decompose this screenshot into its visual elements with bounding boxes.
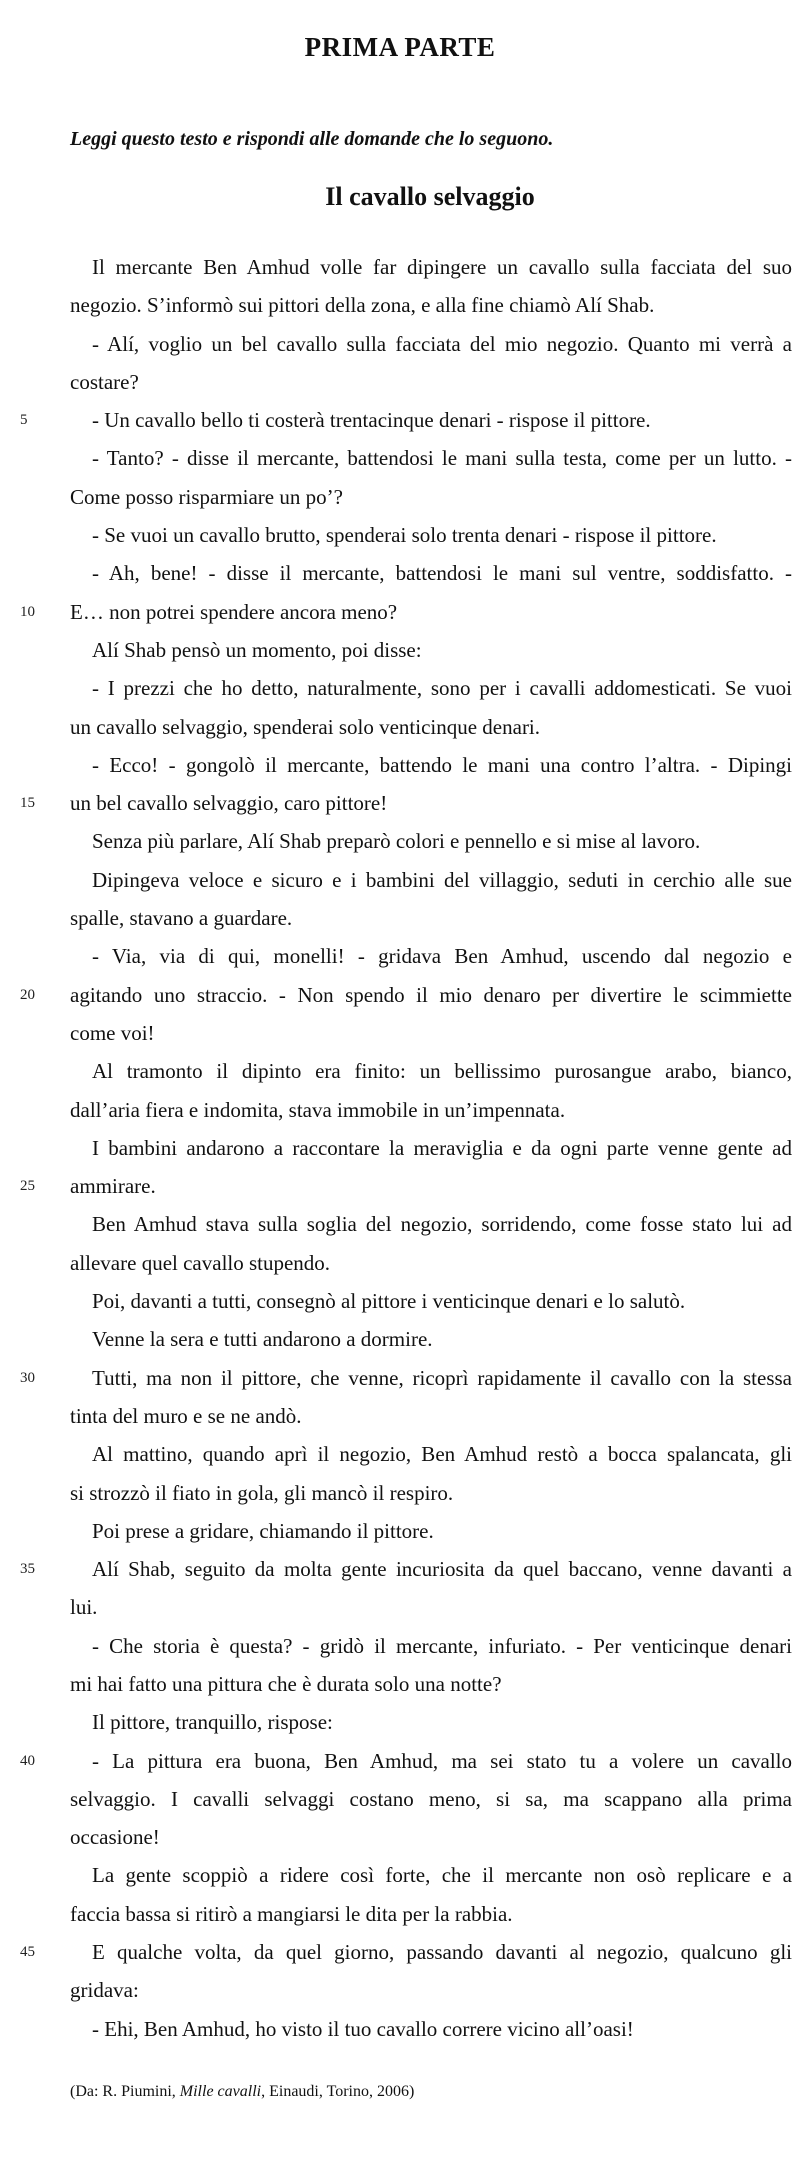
line-text: spalle, stavano a guardare. (70, 906, 293, 931)
line-text: - La pittura era buona, Ben Amhud, ma sei stato tu a volere un cavallo (92, 1748, 792, 1773)
line-number: 5 (20, 412, 28, 429)
line-number: 10 (20, 603, 35, 620)
text-line (70, 1014, 792, 1052)
line-text: Come posso risparmiare un po’? (70, 484, 343, 509)
line-text: Il pittore, tranquillo, rispose: (92, 1710, 333, 1735)
line-text: Poi prese a gridare, chiamando il pittore. (92, 1518, 434, 1543)
text-line (20, 1742, 792, 1780)
text-line (70, 1474, 792, 1512)
text-line (70, 861, 792, 899)
text-line (70, 325, 792, 363)
line-text: Al mattino, quando aprì il negozio, Ben Amhud restò a bocca spalancata, gli (92, 1442, 792, 1467)
source-suffix: , Einaudi, Torino, 2006) (261, 2083, 415, 2100)
text-line (70, 746, 792, 784)
text-line (20, 976, 792, 1014)
line-text: gridava: (70, 1978, 139, 2003)
text-line (70, 669, 792, 707)
line-text: come voi! (70, 1020, 155, 1045)
part-title: PRIMA PARTE (304, 32, 496, 62)
line-text: - Ecco! - gongolò il mercante, battendo le mani una contro l’altra. - Dipingi (92, 752, 792, 777)
line-text: negozio. S’informò sui pittori della zona, e alla fine chiamò Alí Shab. (70, 293, 655, 318)
text-line (70, 248, 792, 286)
line-text: E… non potrei spendere ancora meno? (70, 599, 398, 624)
story-title: Il cavallo selvaggio (325, 182, 535, 211)
line-text: - Se vuoi un cavallo brutto, spenderai solo trenta denari - rispose il pittore. (92, 523, 717, 548)
line-text: ammirare. (70, 1174, 156, 1199)
line-text: Senza più parlare, Alí Shab preparò colori e pennello e si mise al lavoro. (92, 829, 701, 854)
line-text: I bambini andarono a raccontare la meraviglia e da ogni parte venne gente ad (92, 1135, 792, 1160)
text-line (70, 439, 792, 477)
text-line (20, 1167, 792, 1205)
line-text: selvaggio. I cavalli selvaggi costano meno, si sa, ma scappano alla prima (70, 1786, 792, 1811)
text-line (70, 1091, 792, 1129)
text-line (70, 1512, 792, 1550)
text-line (70, 2010, 792, 2048)
line-text: - I prezzi che ho detto, naturalmente, sono per i cavalli addomesticati. Se vuoi (92, 676, 792, 701)
line-text: Al tramonto il dipinto era finito: un bellissimo purosangue arabo, bianco, (92, 1059, 792, 1084)
text-line (70, 1129, 792, 1167)
text-line (20, 1359, 792, 1397)
line-text: Alí Shab, seguito da molta gente incuriosita da quel baccano, venne davanti a (92, 1557, 792, 1582)
text-line (20, 401, 792, 439)
text-line (70, 899, 792, 937)
line-text: costare? (70, 369, 139, 394)
text-line (70, 1818, 792, 1856)
text-line (70, 1435, 792, 1473)
line-text: tinta del muro e se ne andò. (70, 1403, 302, 1428)
line-text: Il mercante Ben Amhud volle far dipingere un cavallo sulla facciata del suo (92, 255, 792, 279)
line-text: occasione! (70, 1825, 160, 1850)
text-line (70, 363, 792, 401)
text-line (70, 937, 792, 975)
line-text: Tutti, ma non il pittore, che venne, ricoprì rapidamente il cavallo con la stessa (92, 1365, 792, 1390)
text-line (20, 1550, 792, 1588)
line-text: faccia bassa si ritirò a mangiarsi le dita per la rabbia. (70, 1901, 513, 1926)
text-line (70, 1588, 792, 1626)
text-line (70, 1320, 792, 1358)
text-line (70, 631, 792, 669)
line-number: 20 (20, 986, 35, 1003)
line-text: Venne la sera e tutti andarono a dormire. (92, 1327, 433, 1352)
text-line (70, 1971, 792, 2009)
text-line (70, 1703, 792, 1741)
story-body (20, 248, 792, 2048)
line-text: Alí Shab pensò un momento, poi disse: (92, 637, 422, 662)
text-line (20, 784, 792, 822)
line-text: - Ehi, Ben Amhud, ho visto il tuo cavallo correre vicino all’oasi! (92, 2016, 634, 2041)
text-line (70, 1205, 792, 1243)
line-number: 40 (20, 1752, 35, 1769)
line-text: - Un cavallo bello ti costerà trentacinque denari - rispose il pittore. (92, 408, 651, 433)
line-text: mi hai fatto una pittura che è durata solo una notte? (70, 1671, 502, 1696)
text-line (70, 1397, 792, 1435)
text-line (70, 822, 792, 860)
line-text: Dipingeva veloce e sicuro e i bambini del villaggio, seduti in cerchio alle sue (92, 867, 792, 892)
text-line (70, 1244, 792, 1282)
text-line (70, 478, 792, 516)
text-line (70, 554, 792, 592)
text-line (70, 1856, 792, 1894)
line-text: E qualche volta, da quel giorno, passando davanti al negozio, qualcuno gli (92, 1940, 792, 1965)
line-number: 25 (20, 1178, 35, 1195)
line-text: dall’aria fiera e indomita, stava immobile in un’impennata. (70, 1097, 566, 1122)
line-number: 30 (20, 1369, 35, 1386)
text-line (70, 1895, 792, 1933)
instruction-text: Leggi questo testo e rispondi alle domande che lo seguono. (70, 128, 554, 150)
line-text: La gente scoppiò a ridere così forte, che il mercante non osò replicare e a (92, 1863, 792, 1888)
line-text: lui. (70, 1595, 98, 1620)
line-text: Ben Amhud stava sulla soglia del negozio, sorridendo, come fosse stato lui ad (92, 1212, 792, 1237)
line-number: 35 (20, 1561, 35, 1578)
line-text: - Alí, voglio un bel cavallo sulla facciata del mio negozio. Quanto mi verrà a (92, 331, 792, 356)
line-text: - Tanto? - disse il mercante, battendosi le mani sulla testa, come per un lutto. - (92, 446, 792, 471)
text-line (70, 1052, 792, 1090)
line-number: 15 (20, 795, 35, 812)
text-line (70, 1627, 792, 1665)
line-text: un cavallo selvaggio, spenderai solo venticinque denari. (70, 714, 541, 739)
line-text: agitando uno straccio. - Non spendo il mio denaro per divertire le scimmiette (70, 982, 792, 1007)
text-line (70, 1282, 792, 1320)
line-text: Poi, davanti a tutti, consegnò al pittore i venticinque denari e lo salutò. (92, 1289, 686, 1314)
line-text: si strozzò il fiato in gola, gli mancò il respiro. (70, 1480, 454, 1505)
text-line (70, 1780, 792, 1818)
text-line (70, 286, 792, 324)
line-text: - Ah, bene! - disse il mercante, battendosi le mani sul ventre, soddisfatto. - (92, 561, 792, 586)
source-prefix: (Da: R. Piumini, (70, 2083, 180, 2100)
line-text: un bel cavallo selvaggio, caro pittore! (70, 791, 388, 816)
line-text: allevare quel cavallo stupendo. (70, 1250, 331, 1275)
line-number: 45 (20, 1944, 35, 1961)
source-citation (70, 2083, 414, 2101)
text-line (20, 1933, 792, 1971)
text-line (20, 593, 792, 631)
text-line (70, 1665, 792, 1703)
text-line (70, 516, 792, 554)
line-text: - Via, via di qui, monelli! - gridava Ben Amhud, uscendo dal negozio e (92, 944, 792, 969)
text-line (70, 708, 792, 746)
line-text: - Che storia è questa? - gridò il mercante, infuriato. - Per venticinque denari (92, 1633, 792, 1658)
source-book-title: Mille cavalli (179, 2083, 262, 2100)
